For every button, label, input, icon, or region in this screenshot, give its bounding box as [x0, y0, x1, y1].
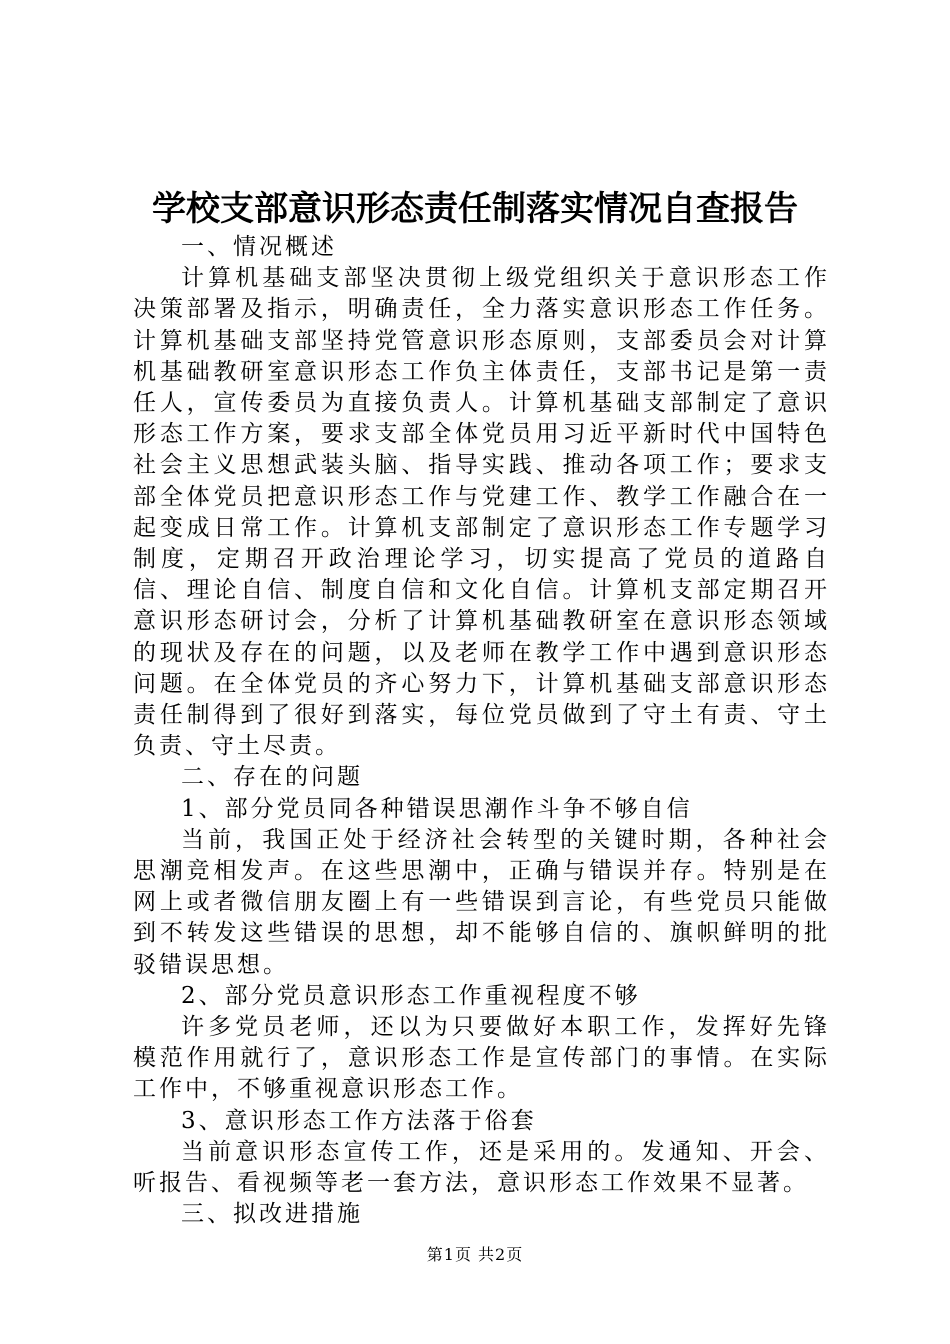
section-heading-overview: 一、情况概述: [181, 234, 337, 260]
paragraph-overview: 计算机基础支部坚决贯彻上级党组织关于意识形态工作决策部署及指示，明确责任，全力落实意识形态工作任务。计算机基础支部坚持党管意识形态原则，支部委员会对计算机基础教研室意识形态工作负主体责任，支部书记是第一责任人，宣传委员为直接负责人。计算机基础支部制定了意识形态工作方案，要求支部全体党员用习近平新时代中国特色社会主义思想武装头脑、指导实践、推动各项工作；要求支部全体党员把意识形态工作与党建工作、教学工作融合在一起变成日常工作。计算机支部制定了意识形态工作专题学习制度，定期召开政治理论学习，切实提高了党员的道路自信、理论自信、制度自信和文化自信。计算机支部定期召开意识形态研讨会，分析了计算机基础教研室在意识形态领域的现状及存在的问题，以及老师在教学工作中遇到意识形态问题。在全体党员的齐心努力下，计算机基础支部意识形态责任制得到了很好到落实，每位党员做到了守土有责、守土负责、守土尽责。: [133, 265, 830, 760]
paragraph-problem-3: 当前意识形态宣传工作，还是采用的。发通知、开会、听报告、看视频等老一套方法，意识形态工作效果不显著。: [133, 1138, 830, 1197]
paragraph-problem-2: 许多党员老师，还以为只要做好本职工作，发挥好先锋模范作用就行了，意识形态工作是宣传部门的事情。在实际工作中，不够重视意识形态工作。: [133, 1014, 830, 1103]
subheading-problem-3: 3、意识形态工作方法落于俗套: [181, 1107, 537, 1134]
section-heading-measures: 三、拟改进措施: [181, 1201, 363, 1228]
page-number-footer: 第1页 共2页: [426, 1245, 524, 1264]
document-title: 学校支部意识形态责任制落实情况自查报告: [152, 189, 798, 229]
subheading-problem-2: 2、部分党员意识形态工作重视程度不够: [181, 982, 641, 1009]
paragraph-problem-1: 当前，我国正处于经济社会转型的关键时期，各种社会思潮竞相发声。在这些思潮中，正确与错误并存。特别是在网上或者微信朋友圈上有一些错误到言论，有些党员只能做到不转发这些错误的思想，却不能够自信的、旗帜鲜明的批驳错误思想。: [133, 826, 830, 978]
document-body: [133, 232, 830, 1231]
section-heading-problems: 二、存在的问题: [181, 764, 363, 791]
subheading-problem-1: 1、部分党员同各种错误思潮作斗争不够自信: [181, 795, 693, 822]
